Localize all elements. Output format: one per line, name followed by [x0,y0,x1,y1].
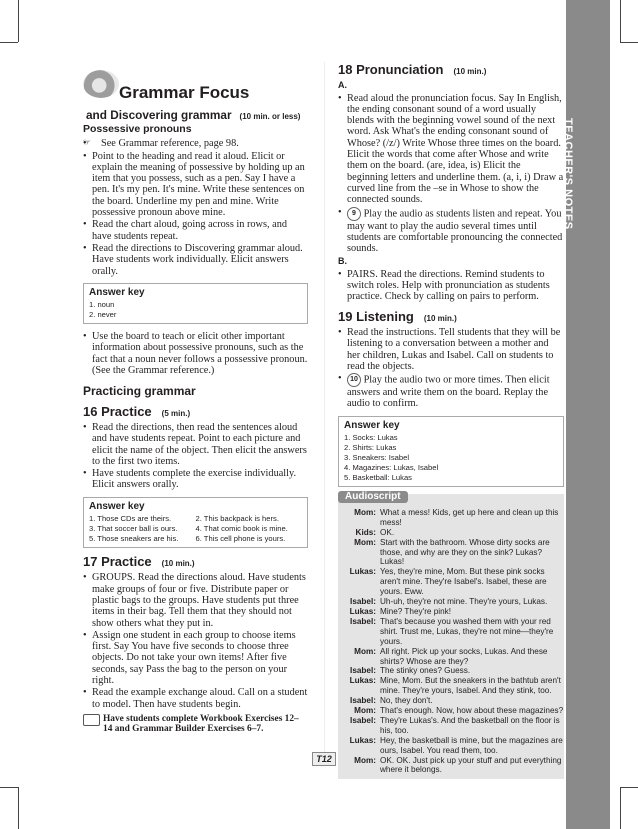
audioscript-table [338,508,564,775]
answer-key-title: Answer key [344,419,400,431]
list-item: • GROUPS. Read the directions aloud. Have students make groups of four or five. Distribute paper or plastic bags to the groups. Have students put three items in their bag. Tell them that they should not show others what they put in. [83,572,308,628]
answer-row: 1. Socks: Lukas [344,433,398,443]
pointing-hand-icon: • ☞ [83,137,92,148]
crop-mark [620,787,621,829]
subsection-heading: Practicing grammar [83,384,196,399]
list-item: • Read aloud the pronunciation focus. Say In English, the ending consonant sound of a word usually blends with the beginning vowel sound of the next word. Ask What's the ending consonant sound of Whose? (/z/) Write Whose three times on the board. Elicit the words that come after Whose and write them on the board. (are, idea, is) Elicit the beginning letters and underline them. (a, i, i) Draw a curved line from the –se in Whose to show the connected sounds. [338,93,564,206]
crop-mark [18,787,19,829]
list-item: • Assign one student in each group to choose items first. Say You have five seconds to choose three objects. Do not take your own items! After five seconds, say Pass the bag to the person on your right. [83,630,308,686]
column-divider [324,62,325,752]
workbook-note: Have students complete Workbook Exercises 12–14 and Grammar Builder Exercises 6–7. [83,714,308,735]
answer-row: 2. Shirts: Lukas [344,443,397,453]
script-text: That's because you washed them with your red shirt. Trust me, Lukas, they're not mine—they're yours. [380,616,554,646]
script-line [338,567,564,597]
crop-mark [620,0,621,42]
crop-mark [0,787,18,788]
speaker: Isabel: [350,715,376,725]
answer-row: 4. That comic book is mine. [195,524,288,534]
activity-heading: 19 Listening (10 min.) [338,308,457,324]
page-number: T12 [312,752,336,766]
teachers-notes-sidebar [562,0,610,829]
script-line [338,607,564,617]
right-column [338,64,564,779]
speaker: Isabel: [350,616,376,626]
answer-row: 3. That soccer ball is ours. [89,524,178,534]
answer-key-box [83,283,308,324]
answer-key-box [338,416,564,487]
list-item: • Read the directions, then read the sentences aloud and have students repeat. Point to each picture and elicit the name of the object. Then elicit the answers to the first two items. [83,422,308,467]
reference-note: • ☞ See Grammar reference, page 98. [83,138,308,149]
list-item: • 10 Play the audio two or more times. Then elicit answers and write them on the board. Replay the audio to confirm. [338,373,564,410]
script-text: They're Lukas's. And the basketball on the floor is his, too. [380,715,560,735]
activity-heading: 17 Practice (10 min.) [83,554,195,570]
activity-heading: 18 Pronunciation (10 min.) [338,62,487,77]
answer-row: 5. Basketball: Lukas [344,473,412,483]
script-text: Mine, Mom. But the sneakers in the bathtub aren't mine. They're yours, Isabel. And they stink, too. [380,676,561,696]
script-line [338,696,564,706]
subtitle-time: (10 min. or less) [239,112,301,121]
script-line [338,676,564,696]
speaker: Isabel: [350,666,376,676]
script-line [338,666,564,676]
answer-row: 3. Sneakers: Isabel [344,453,410,463]
answer-row: 1. Those CDs are theirs. [89,514,172,524]
part-label: B. [338,256,347,267]
list-item: • 9 Play the audio as students listen and repeat. You may want to play the audio several times until students are comfortable pronouncing the connected sounds. [338,207,564,255]
audio-track-icon: 10 [347,373,361,387]
script-line [338,647,564,667]
answer-row: 4. Magazines: Lukas, Isabel [344,463,439,473]
list-item: • Read the instructions. Tell students that they will be listening to a conversation between a mother and her children, Lukas and Isabel. Call on students to read the objects. [338,327,564,372]
script-text: Mine? They're pink! [380,606,452,616]
list-item: • Read the directions to Discovering grammar aloud. Have students work individually. Elicit answers orally. [83,243,308,277]
left-column [83,124,308,735]
script-text: Yes, they're mine, Mom. But these pink socks aren't mine. They're Isabel's. Isabel, these are yours. Eww. [380,567,547,597]
answer-row: 1. noun [89,300,115,310]
speaker: Isabel: [350,597,376,607]
audioscript-label: Audioscript [338,491,408,503]
script-text: What a mess! Kids, get up here and clean up this mess! [380,507,559,527]
speaker: Isabel: [350,696,376,706]
crop-mark [620,42,638,43]
answer-row: 6. This cell phone is yours. [195,534,286,544]
activity-heading: 16 Practice (5 min.) [83,403,191,419]
list-item: • Read the chart aloud, going across in rows, and have students repeat. [83,219,308,242]
part-label: A. [338,80,347,91]
script-line [338,736,564,756]
script-line [338,756,564,776]
section-subtitle: and Discovering grammar (10 min. or less) [86,108,301,122]
script-text: Hey, the basketball is mine, but the magazines are ours, Isabel. You read them, too. [380,735,563,755]
script-line [338,508,564,528]
script-line [338,597,564,607]
grammar-focus-logo-icon [83,70,119,98]
workbook-icon [83,714,100,726]
audio-track-icon: 9 [347,207,361,221]
script-line [338,617,564,647]
script-line [338,706,564,716]
speaker: Lukas: [349,567,376,577]
section-title: Grammar Focus [119,83,250,102]
crop-mark [620,787,638,788]
list-item: • Read the example exchange aloud. Call on a student to model. Then have students begin. [83,687,308,710]
speaker: Mom: [354,755,376,765]
crop-mark [18,0,19,42]
script-text: The stinky ones? Guess. [380,666,471,676]
list-item: • Have students complete the exercise individually. Elicit answers orally. [83,468,308,491]
speaker: Kids: [355,527,376,537]
answer-key-box [83,497,308,548]
answer-row: 2. never [89,310,117,320]
script-line [338,528,564,538]
answer-key-title: Answer key [89,500,145,512]
speaker: Lukas: [349,676,376,686]
speaker: Lukas: [349,606,376,616]
crop-mark [0,42,18,43]
answer-key-title: Answer key [89,286,145,298]
script-text: That's enough. Now, how about these magazines? [380,706,564,716]
script-line [338,716,564,736]
subsection-heading: Possessive pronouns [83,123,192,135]
list-item: • Use the board to teach or elicit other important information about possessive pronouns, such as the fact that a noun never follows a possessive pronoun. (See the Grammar reference.) [83,331,308,376]
sidebar-label: TEACHER'S NOTES [562,118,574,230]
list-item: • PAIRS. Read the directions. Remind students to switch roles. Help with pronunciation as students practice. Check by calling on pairs to perform. [338,269,564,303]
script-line [338,538,564,568]
speaker: Mom: [354,646,376,656]
speaker: Mom: [354,507,376,517]
script-text: All right. Pick up your socks, Lukas. And these shirts? Whose are they? [380,646,548,666]
script-text: OK. OK. Just pick up your stuff and put everything where it belongs. [380,755,562,775]
script-text: Uh-uh, they're not mine. They're yours, Lukas. [380,597,548,607]
list-item: • Point to the heading and read it aloud. Elicit or explain the meaning of possessive by holding up an item that you possess, such as a pen. Say I have a pen. It's my pen. It's mine. Write these sentences on the board. Underline my pen and mine. Write possessive pronoun above mine. [83,151,308,219]
audioscript-box [338,491,564,779]
speaker: Mom: [354,706,376,716]
script-text: Start with the bathroom. Whose dirty socks are those, and why are they on the sink? Lukas? Lukas! [380,537,550,567]
speaker: Mom: [354,537,376,547]
script-text: OK. [380,527,395,537]
script-text: No, they don't. [380,696,433,706]
speaker: Lukas: [349,735,376,745]
answer-row: 2. This backpack is hers. [195,514,279,524]
answer-row: 5. Those sneakers are his. [89,534,179,544]
